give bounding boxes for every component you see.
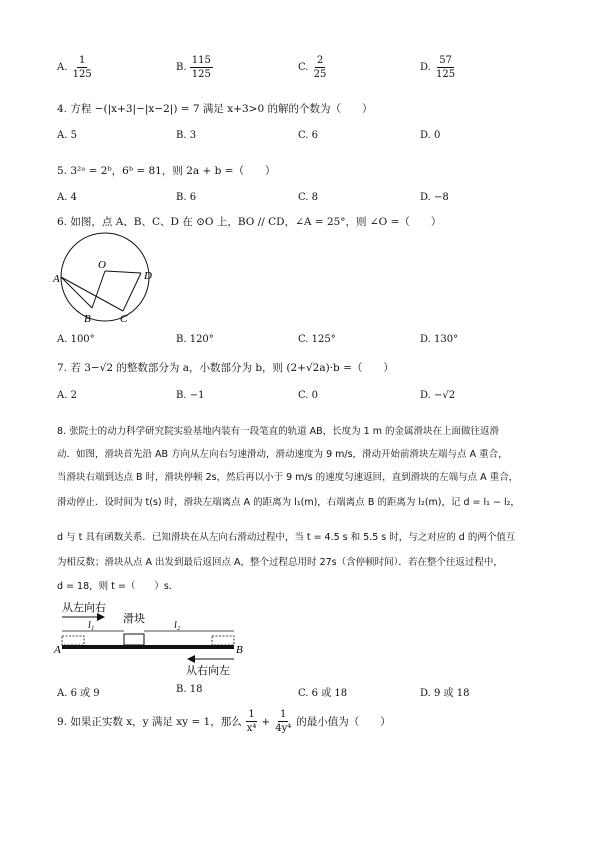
q9-stem-after: 的最小值为（ ） bbox=[296, 716, 391, 728]
segment-ac bbox=[61, 277, 123, 311]
q9-stem bbox=[57, 708, 391, 735]
q6-stem: 6. 如图，点 A、B、C、D 在 ⊙O 上，BO // CD，∠A = 25°，则 ∠O =（ ） bbox=[57, 216, 442, 228]
label-b: B bbox=[236, 644, 243, 656]
label-o: O bbox=[98, 259, 106, 271]
segment-bo bbox=[92, 271, 105, 308]
q7-option-b: B. −1 bbox=[176, 390, 205, 401]
q8-option-b: B. 18 bbox=[176, 684, 203, 695]
q7-option-a: A. 2 bbox=[57, 390, 77, 401]
end-block-b bbox=[212, 636, 234, 645]
q8-line-7: d = 18，则 t =（ ）s． bbox=[57, 581, 179, 592]
q8-line-4: 滑动停止．设时间为 t(s) 时，滑块左端离点 A 的距离为 l₁(m)，右端离点 B 的距离为 l₂(m)，记 d = l₁ − l₂， bbox=[57, 497, 520, 508]
label-c: C bbox=[120, 313, 128, 324]
q7-stem: 7. 若 3−√2 的整数部分为 a，小数部分为 b，则 (2+√2a)·b =（ ） bbox=[57, 362, 394, 374]
option-label: A. bbox=[57, 62, 68, 73]
fraction: $\frac{57}{125}$ bbox=[436, 55, 456, 80]
label-l2: l₂ bbox=[174, 620, 181, 631]
q5-option-b: B. 6 bbox=[176, 192, 197, 203]
q3-option-c bbox=[298, 54, 328, 81]
label-b: B bbox=[84, 313, 91, 324]
q8-track-figure bbox=[52, 598, 252, 678]
fraction-1-over-4y4: $\frac{1}{\text{4y⁴}}$ bbox=[275, 709, 292, 734]
end-block-a bbox=[62, 636, 84, 645]
label-d: D bbox=[144, 270, 152, 282]
q8-line-6: 为相反数；滑块从点 A 出发到最后返回点 A，整个过程总用时 27s（含停顿时间）．若在整个往返过程中， bbox=[57, 557, 503, 568]
q4-option-a: A. 5 bbox=[57, 130, 77, 141]
q3-option-d bbox=[420, 54, 457, 81]
q8-option-a: A. 6 或 9 bbox=[57, 688, 100, 699]
q6-option-b: B. 120° bbox=[176, 334, 214, 345]
segment-od bbox=[105, 271, 141, 273]
q4-option-b: B. 3 bbox=[176, 130, 197, 141]
fraction: $\frac{115}{125}$ bbox=[191, 55, 211, 80]
q3-option-b bbox=[176, 54, 213, 81]
q5-option-a: A. 4 bbox=[57, 192, 77, 203]
q9-stem-before: 9. 如果正实数 x，y 满足 xy = 1，那么 bbox=[57, 716, 242, 728]
plus-sign: + bbox=[261, 715, 271, 728]
q8-line-1: 8. 张院士的动力科学研究院实验基地内装有一段笔直的轨道 AB，长度为 1 m 的金属滑块在上面做往返滑 bbox=[57, 426, 499, 437]
q5-stem: 5. 3²ᵃ = 2ᵇ，6ᵇ = 81，则 2a + b =（ ） bbox=[57, 165, 276, 177]
label-a: A bbox=[54, 644, 61, 656]
label-l1: l₁ bbox=[88, 620, 95, 631]
q4-option-c: C. 6 bbox=[298, 130, 319, 141]
fraction-1-over-x4: $\frac{1}{\text{x⁴}}$ bbox=[246, 709, 257, 734]
q6-option-c: C. 125° bbox=[298, 334, 336, 345]
track-ab bbox=[62, 645, 234, 649]
fraction: $\frac{2}{25}$ bbox=[313, 55, 327, 80]
slider-block bbox=[124, 634, 144, 645]
option-label: D. bbox=[420, 62, 431, 73]
q8-line-3: 当滑块右端到达点 B 时，滑块停顿 2s，然后再以小于 9 m/s 的速度匀速返回，直到滑块的左端与点 A 重合， bbox=[57, 472, 519, 483]
q6-option-d: D. 130° bbox=[420, 334, 459, 345]
q6-option-a: A. 100° bbox=[57, 334, 95, 345]
option-label: B. bbox=[176, 62, 187, 73]
q5-option-d: D. −8 bbox=[420, 192, 449, 203]
q4-option-d: D. 0 bbox=[420, 130, 441, 141]
q7-option-c: C. 0 bbox=[298, 390, 319, 401]
q4-stem: 4. 方程 −(|x+3|−|x−2|) = 7 满足 x+3>0 的解的个数为（ ） bbox=[57, 103, 373, 115]
segment-ab bbox=[61, 277, 92, 308]
label-right-to-left: 从右向左 bbox=[186, 664, 230, 677]
q3-option-a bbox=[57, 54, 94, 81]
q6-circle-figure bbox=[48, 232, 168, 324]
q5-option-c: C. 8 bbox=[298, 192, 319, 203]
q8-line-5: d 与 t 具有函数关系．已知滑块在从左向右滑动过程中，当 t = 4.5 s 和 5.5 s 时，与之对应的 d 的两个值互 bbox=[57, 532, 516, 543]
q8-option-c: C. 6 或 18 bbox=[298, 688, 348, 699]
q8-option-d: D. 9 或 18 bbox=[420, 688, 470, 699]
q8-line-2: 动．如图，滑块首先沿 AB 方向从左向右匀速滑动，滑动速度为 9 m/s，滑动开始前滑块左端与点 A 重合， bbox=[57, 449, 508, 460]
label-a: A bbox=[53, 273, 60, 285]
label-left-to-right: 从左向右 bbox=[62, 601, 106, 614]
circle-o bbox=[61, 233, 149, 321]
label-slider: 滑块 bbox=[123, 612, 145, 625]
q7-option-d: D. −√2 bbox=[420, 390, 456, 401]
option-label: C. bbox=[298, 62, 309, 73]
fraction: $\frac{1}{125}$ bbox=[72, 55, 92, 80]
